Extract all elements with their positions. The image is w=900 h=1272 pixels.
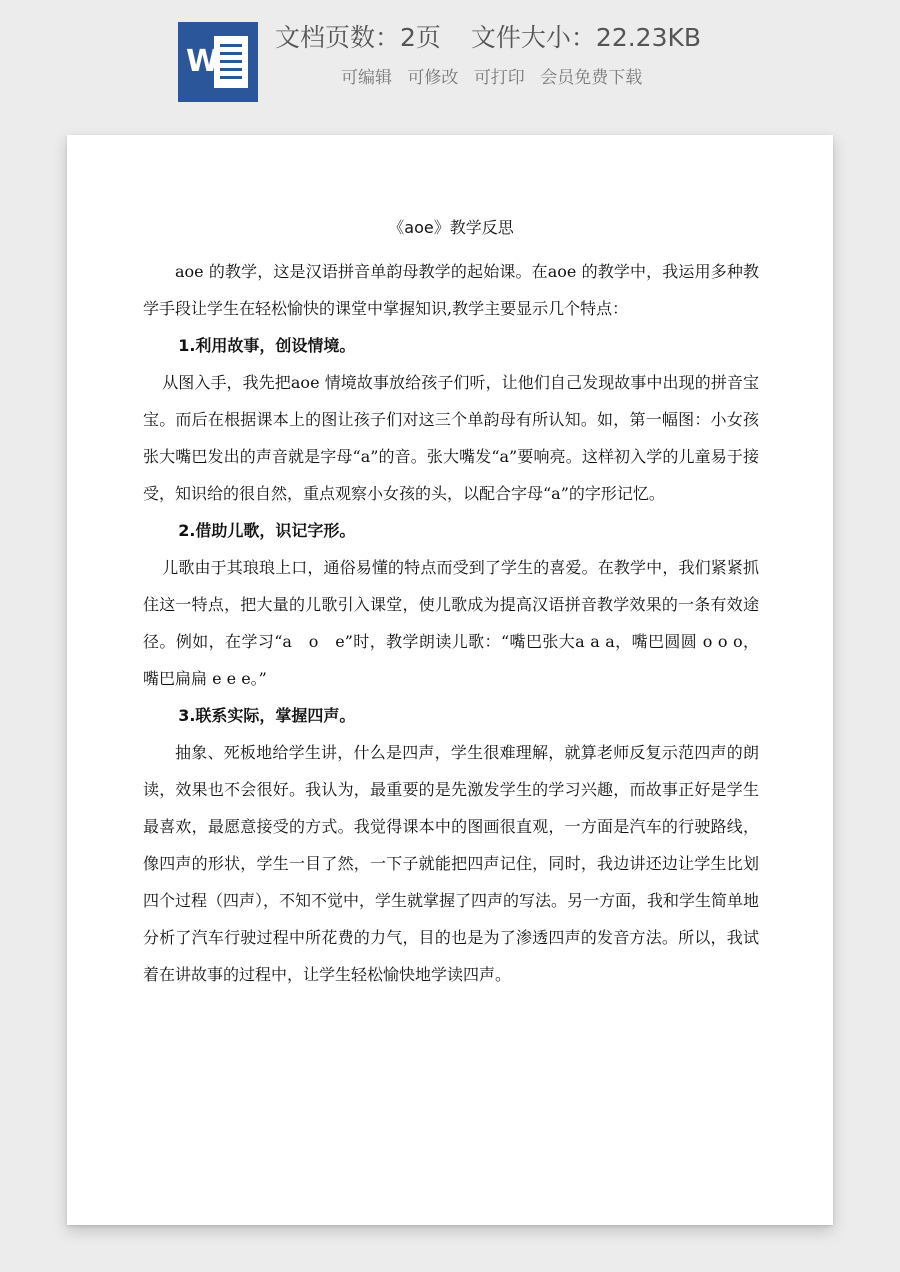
feature-editable: 可编辑 (341, 68, 392, 88)
word-icon-letter: W (186, 44, 220, 79)
section-3-heading: 3.联系实际，掌握四声。 (178, 706, 356, 725)
document-meta-line (275, 18, 701, 58)
word-document-icon (178, 22, 258, 102)
feature-printable: 可打印 (473, 68, 525, 88)
document-content (143, 213, 759, 993)
document-title: 《aoe》教学反思 (388, 218, 514, 237)
page-count-text: 文档页数：2页 (275, 23, 441, 52)
section-1-paragraph: 从图入手，我先把aoe 情境故事放给孩子们听，让他们自己发现故事中出现的拼音宝宝。而后在根据课本上的图让孩子们对这三个单韵母有所认知。如，第一幅图：小女孩张大嘴巴发出的声音就是字母“a”的音。张大嘴发“a”要响亮。这样初入学的儿童易于接受，知识给的很自然，重点观察小女孩的头，以配合字母“a”的字形记忆。 (143, 373, 759, 503)
feature-member-download: 会员免费下载 (540, 68, 643, 88)
document-page (67, 135, 833, 1225)
section-3-paragraph: 抽象、死板地给学生讲，什么是四声，学生很难理解，就算老师反复示范四声的朗读，效果也不会很好。我认为，最重要的是先激发学生的学习兴趣，而故事正好是学生最喜欢，最愿意接受的方式。我觉得课本中的图画很直观，一方面是汽车的行驶路线，像四声的形状，学生一目了然，一下子就能把四声记住，同时，我边讲还边让学生比划四个过程（四声），不知不觉中，学生就掌握了四声的写法。另一方面，我和学生简单地分析了汽车行驶过程中所花费的力气，目的也是为了渗透四声的发音方法。所以，我试着在讲故事的过程中，让学生轻松愉快地学读四声。 (143, 743, 760, 984)
intro-paragraph: aoe 的教学，这是汉语拼音单韵母教学的起始课。在aoe 的教学中，我运用多种教学手段让学生在轻松愉快的课堂中掌握知识,教学主要显示几个特点： (143, 262, 759, 318)
feature-list (341, 64, 652, 92)
feature-modifiable: 可修改 (407, 68, 459, 88)
section-1-heading: 1.利用故事，创设情境。 (178, 336, 356, 355)
document-info-header (0, 0, 900, 120)
section-2-heading: 2.借助儿歌，识记字形。 (178, 521, 356, 540)
file-size-text: 文件大小：22.23KB (470, 23, 702, 52)
section-2-paragraph: 儿歌由于其琅琅上口，通俗易懂的特点而受到了学生的喜爱。在教学中，我们紧紧抓住这一特点，把大量的儿歌引入课堂，使儿歌成为提高汉语拼音教学效果的一条有效途径。例如，在学习“a o e”时，教学朗读儿歌：“嘴巴张大a a a，嘴巴圆圆 o o o，嘴巴扁扁 e e e。” (143, 558, 759, 688)
